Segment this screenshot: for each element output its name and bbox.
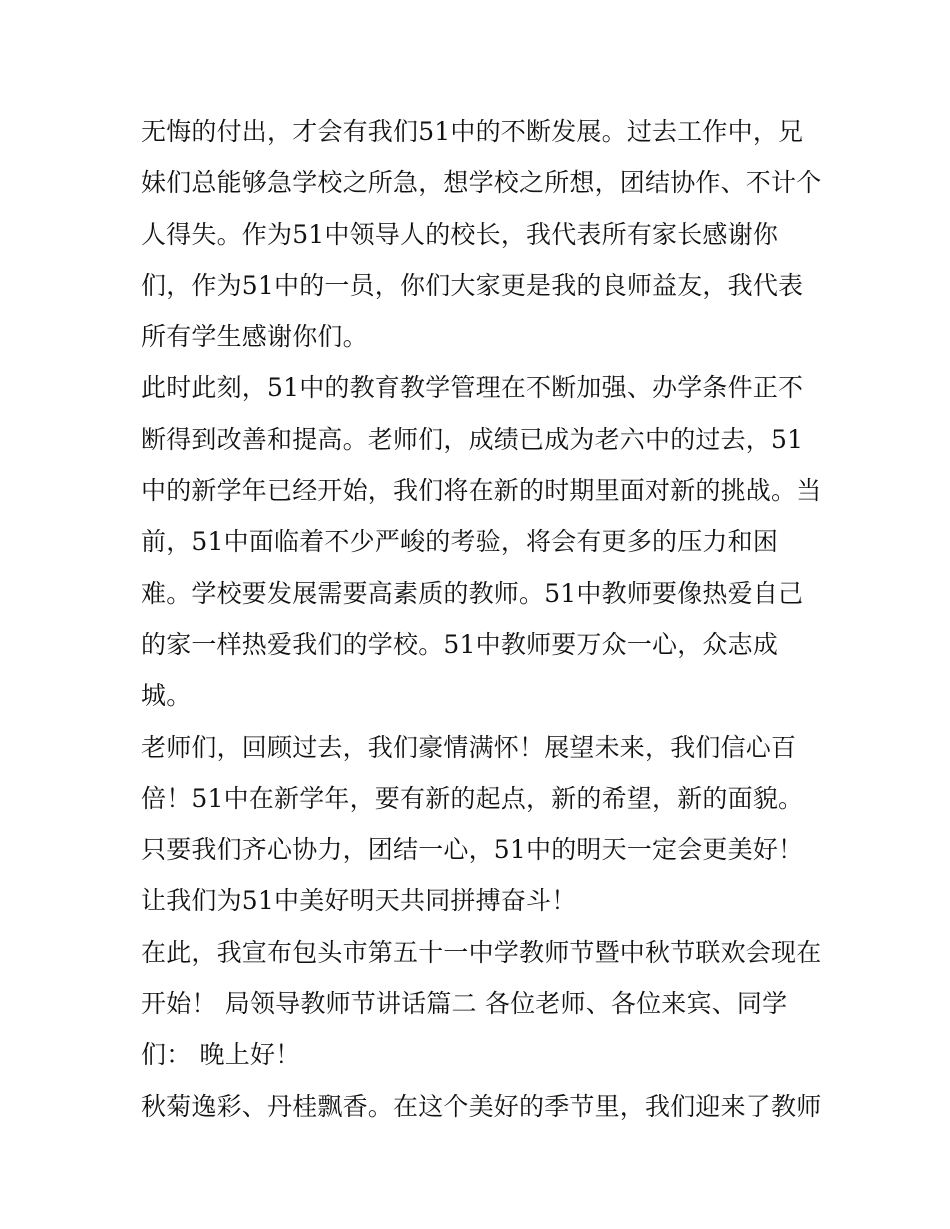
text-line: 们，作为51中的一员，你们大家更是我的良师益友，我代表 (141, 270, 804, 300)
text-line: 让我们为51中美好明天共同拼搏奋斗！ (141, 886, 577, 916)
text-line: 开始！ 局领导教师节讲话篇二 各位老师、各位来宾、同学 (141, 989, 788, 1019)
text-line: 秋菊逸彩、丹桂飘香。在这个美好的季节里，我们迎来了教师 (141, 1091, 822, 1121)
text-line: 此时此刻，51中的教育教学管理在不断加强、办学条件正不 (141, 373, 804, 403)
body-text (141, 106, 831, 1132)
text-line: 中的新学年已经开始，我们将在新的时期里面对新的挑战。当 (141, 476, 822, 506)
text-line: 断得到改善和提高。老师们，成绩已成为老六中的过去，51 (141, 424, 804, 454)
text-line: 无悔的付出，才会有我们51中的不断发展。过去工作中，兄 (141, 117, 804, 146)
text-line: 们： 晚上好！ (141, 1040, 301, 1070)
text-line: 的家一样热爱我们的学校。51中教师要万众一心，众志成 (141, 629, 779, 659)
text-line: 人得失。作为51中领导人的校长，我代表所有家长感谢你 (141, 219, 779, 249)
text-line: 所有学生感谢你们。 (141, 322, 368, 352)
text-line: 前，51中面临着不少严峻的考验，将会有更多的压力和困 (141, 527, 779, 557)
text-line: 只要我们齐心协力，团结一心，51中的明天一定会更美好！ (141, 835, 804, 865)
text-line: 倍！51中在新学年，要有新的起点，新的希望，新的面貌。 (141, 783, 804, 813)
text-line: 难。学校要发展需要高素质的教师。51中教师要像热爱自己 (141, 578, 804, 608)
text-line: 城。 (141, 681, 192, 711)
text-line: 在此，我宣布包头市第五十一中学教师节暨中秋节联欢会现在 (141, 937, 822, 967)
text-line: 老师们，回顾过去，我们豪情满怀！展望未来，我们信心百 (141, 732, 797, 762)
text-line: 妹们总能够急学校之所急，想学校之所想，团结协作、不计个 (141, 168, 822, 198)
